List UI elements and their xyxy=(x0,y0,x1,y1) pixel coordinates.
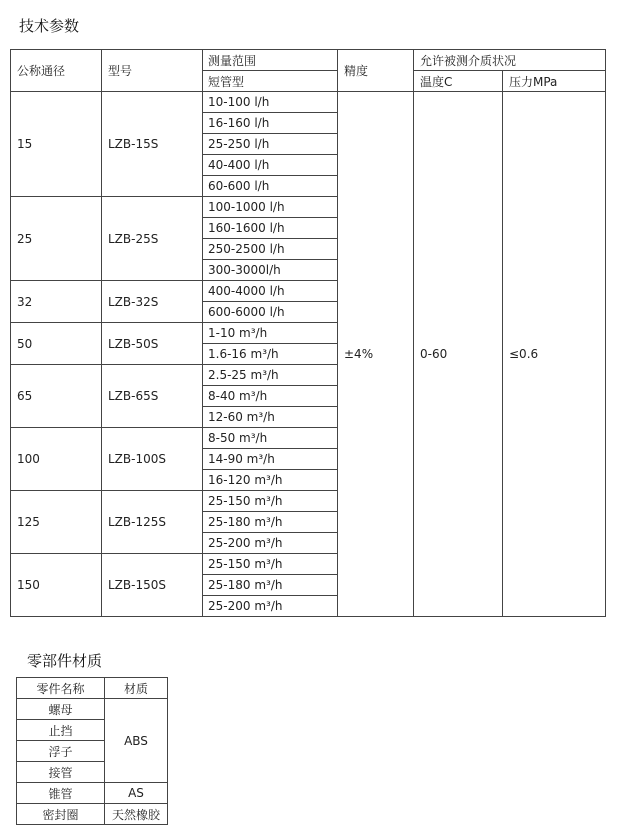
header-model: 型号 xyxy=(102,50,203,92)
range-cell: 2.5-25 m³/h xyxy=(203,365,338,386)
range-cell: 14-90 m³/h xyxy=(203,449,338,470)
diameter-cell: 150 xyxy=(11,554,102,617)
part-material-cell: ABS xyxy=(105,699,168,783)
part-material-cell: AS xyxy=(105,783,168,804)
part-name-cell: 螺母 xyxy=(17,699,105,720)
range-cell: 1.6-16 m³/h xyxy=(203,344,338,365)
range-cell: 16-160 l/h xyxy=(203,113,338,134)
model-cell: LZB-100S xyxy=(102,428,203,491)
parts-header-row xyxy=(17,678,168,699)
model-cell: LZB-150S xyxy=(102,554,203,617)
range-cell: 250-2500 l/h xyxy=(203,239,338,260)
header-medium: 允许被测介质状况 xyxy=(414,50,606,71)
part-name-cell: 接管 xyxy=(17,762,105,783)
range-cell: 8-40 m³/h xyxy=(203,386,338,407)
range-cell: 25-180 m³/h xyxy=(203,575,338,596)
range-cell: 25-250 l/h xyxy=(203,134,338,155)
range-cell: 40-400 l/h xyxy=(203,155,338,176)
header-pressure: 压力MPa xyxy=(503,71,606,92)
parts-row xyxy=(17,699,168,720)
precision-cell: ±4% xyxy=(338,92,414,617)
range-cell: 25-180 m³/h xyxy=(203,512,338,533)
header-precision: 精度 xyxy=(338,50,414,92)
range-cell: 25-150 m³/h xyxy=(203,491,338,512)
header-diameter: 公称通径 xyxy=(11,50,102,92)
header-temp: 温度C xyxy=(414,71,503,92)
parts-header-material: 材质 xyxy=(105,678,168,699)
model-cell: LZB-125S xyxy=(102,491,203,554)
part-name-cell: 密封圈 xyxy=(17,804,105,825)
diameter-cell: 15 xyxy=(11,92,102,197)
model-cell: LZB-65S xyxy=(102,365,203,428)
temp-cell: 0-60 xyxy=(414,92,503,617)
header-range-sub: 短管型 xyxy=(203,71,338,92)
range-cell: 25-200 m³/h xyxy=(203,533,338,554)
part-name-cell: 浮子 xyxy=(17,741,105,762)
range-cell: 300-3000l/h xyxy=(203,260,338,281)
parts-row xyxy=(17,783,168,804)
range-cell: 12-60 m³/h xyxy=(203,407,338,428)
part-name-cell: 锥管 xyxy=(17,783,105,804)
model-cell: LZB-15S xyxy=(102,92,203,197)
parts-header-name: 零件名称 xyxy=(17,678,105,699)
range-cell: 25-150 m³/h xyxy=(203,554,338,575)
range-cell: 160-1600 l/h xyxy=(203,218,338,239)
range-cell: 600-6000 l/h xyxy=(203,302,338,323)
diameter-cell: 50 xyxy=(11,323,102,365)
spec-table xyxy=(10,49,606,617)
part-name-cell: 止挡 xyxy=(17,720,105,741)
range-cell: 8-50 m³/h xyxy=(203,428,338,449)
parts-table xyxy=(16,677,168,825)
part-material-cell: 天然橡胶 xyxy=(105,804,168,825)
diameter-cell: 100 xyxy=(11,428,102,491)
spec-header-row-1 xyxy=(11,50,606,71)
range-cell: 16-120 m³/h xyxy=(203,470,338,491)
parts-row xyxy=(17,804,168,825)
diameter-cell: 32 xyxy=(11,281,102,323)
diameter-cell: 125 xyxy=(11,491,102,554)
range-cell: 400-4000 l/h xyxy=(203,281,338,302)
model-cell: LZB-25S xyxy=(102,197,203,281)
header-range: 测量范围 xyxy=(203,50,338,71)
diameter-cell: 25 xyxy=(11,197,102,281)
range-cell: 1-10 m³/h xyxy=(203,323,338,344)
range-cell: 100-1000 l/h xyxy=(203,197,338,218)
range-cell: 25-200 m³/h xyxy=(203,596,338,617)
diameter-cell: 65 xyxy=(11,365,102,428)
range-cell: 60-600 l/h xyxy=(203,176,338,197)
spec-row xyxy=(11,92,606,113)
model-cell: LZB-32S xyxy=(102,281,203,323)
model-cell: LZB-50S xyxy=(102,323,203,365)
parts-material-title: 零部件材质 xyxy=(27,652,103,670)
pressure-cell: ≤0.6 xyxy=(503,92,606,617)
range-cell: 10-100 l/h xyxy=(203,92,338,113)
tech-params-title: 技术参数 xyxy=(19,17,80,35)
